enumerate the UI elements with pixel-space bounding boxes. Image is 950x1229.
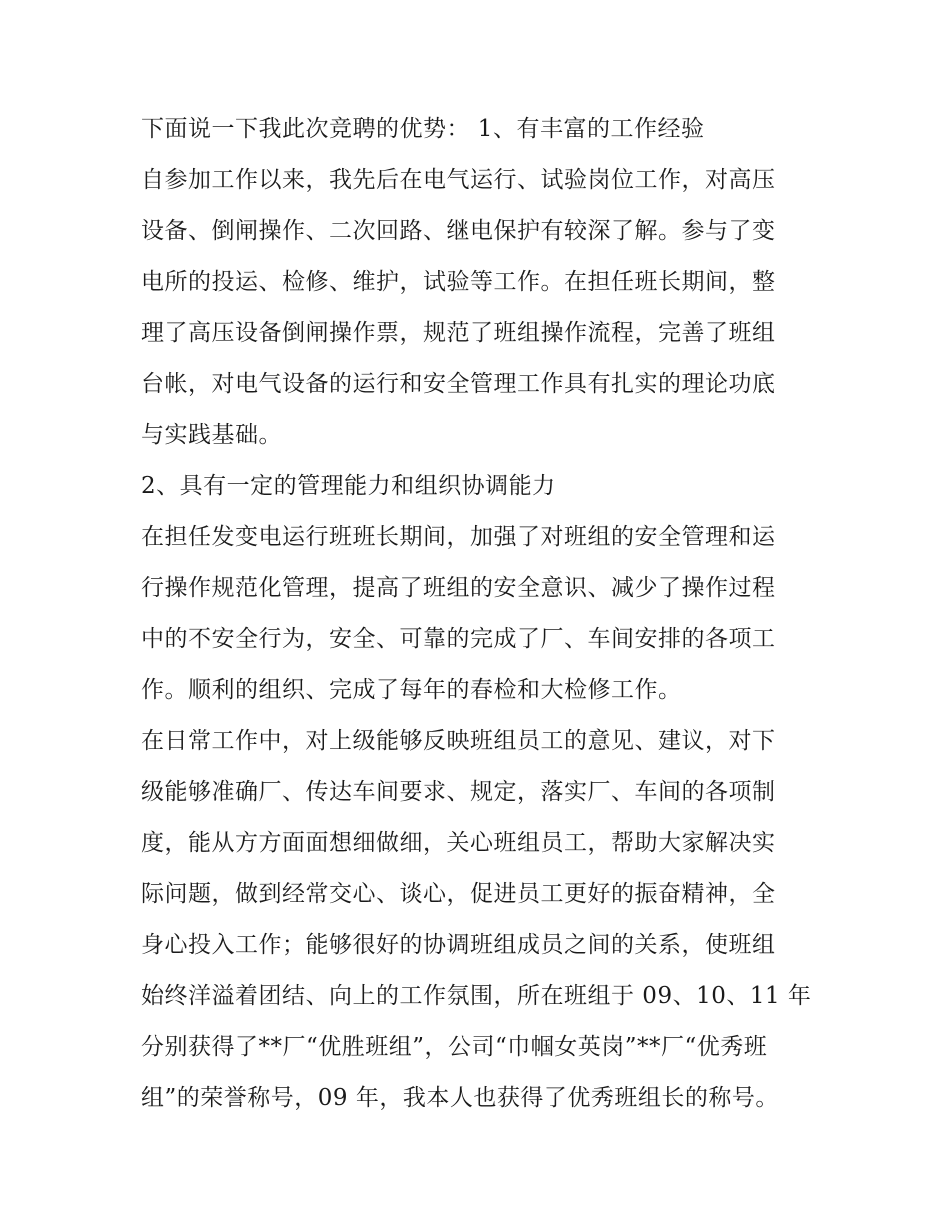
text-line: 自参加工作以来，我先后在电气运行、试验岗位工作，对高压 [141, 167, 776, 193]
text-line: 分别获得了**厂“优胜班组”，公司“巾帼女英岗”**厂“优秀班 [141, 1034, 768, 1060]
text-line: 电所的投运、检修、维护，试验等工作。在担任班长期间，整 [141, 269, 776, 295]
document-body [141, 110, 831, 1130]
text-line: 在担任发变电运行班班长期间，加强了对班组的安全管理和运 [141, 524, 776, 550]
text-line: 下面说一下我此次竞聘的优势： 1、有丰富的工作经验 [141, 116, 705, 142]
text-line: 与实践基础。 [141, 422, 282, 448]
text-line: 行操作规范化管理，提高了班组的安全意识、减少了操作过程 [141, 575, 776, 601]
text-line: 度，能从方方面面想细做细，关心班组员工，帮助大家解决实 [141, 830, 776, 856]
text-line: 理了高压设备倒闸操作票，规范了班组操作流程，完善了班组 [141, 320, 776, 346]
text-line: 级能够准确厂、传达车间要求、规定，落实厂、车间的各项制 [141, 779, 776, 805]
text-line: 中的不安全行为，安全、可靠的完成了厂、车间安排的各项工 [141, 626, 776, 652]
text-line: 组”的荣誉称号，09 年，我本人也获得了优秀班组长的称号。 [141, 1085, 779, 1111]
section-heading: 2、具有一定的管理能力和组织协调能力 [141, 473, 556, 499]
text-line: 台帐，对电气设备的运行和安全管理工作具有扎实的理论功底 [141, 371, 776, 397]
text-line: 设备、倒闸操作、二次回路、继电保护有较深了解。参与了变 [141, 218, 776, 244]
text-line: 际问题，做到经常交心、谈心，促进员工更好的振奋精神，全 [141, 881, 776, 907]
text-line: 在日常工作中，对上级能够反映班组员工的意见、建议，对下 [141, 728, 776, 754]
text-line: 身心投入工作；能够很好的协调班组成员之间的关系，使班组 [141, 932, 776, 958]
text-line: 作。顺利的组织、完成了每年的春检和大检修工作。 [141, 677, 682, 703]
text-line: 始终洋溢着团结、向上的工作氛围，所在班组于 09、10、11 年 [141, 983, 812, 1009]
